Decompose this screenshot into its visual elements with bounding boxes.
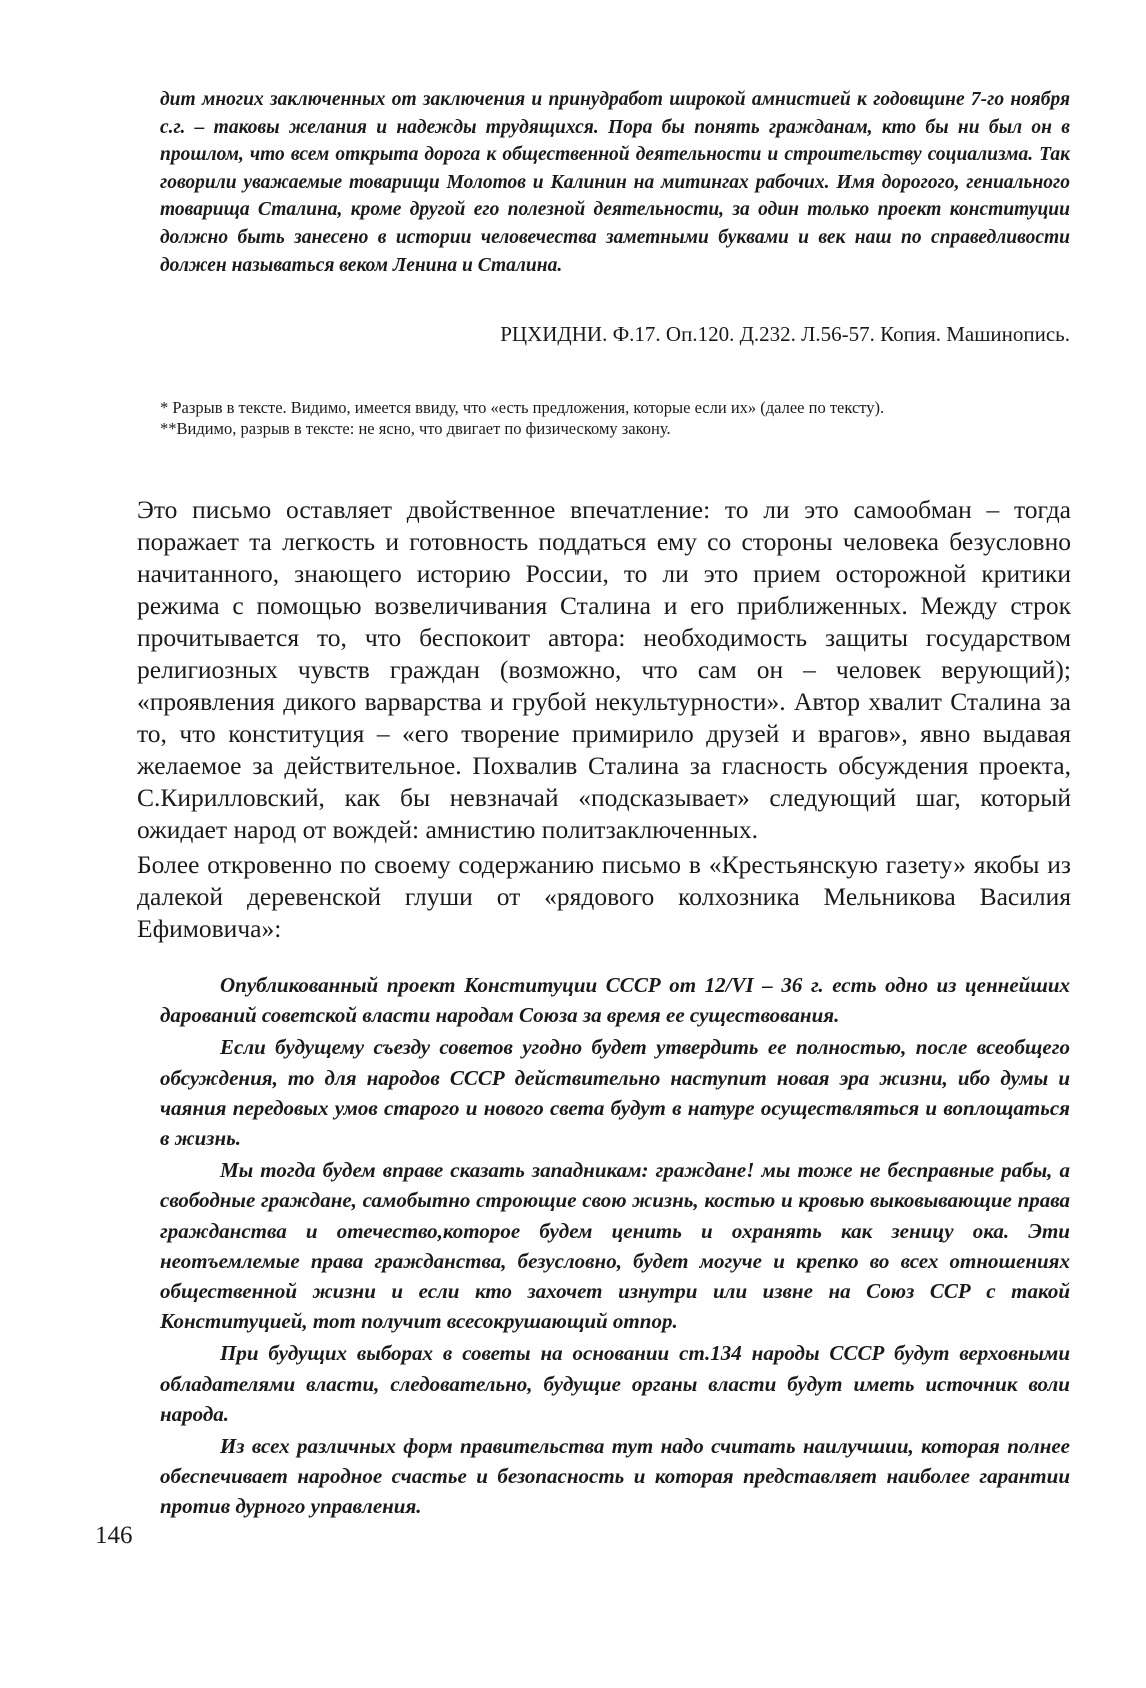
body-paragraph-1: Это письмо оставляет двойственное впечатление: то ли это самообман – тогда поражает та легкость и готовность поддаться ему со стороны человека безусловно начитанного, знающего историю России, то ли это прием осторожной критики режима с помощью возвеличивания Сталина и его приближенных. Между строк прочитывается то, что беспокоит автора: необходимость защиты государством религиозных чувств граждан (возможно, что сам он – человек верующий); «проявления дикого варварства и грубой некультурности». Автор хвалит Сталина за то, что конституция – «его творение примирило друзей и врагов», явно выдавая желаемое за действительное. Похвалив Сталина за гласность обсуждения проекта, С.Кирилловский, как бы невзначай «подсказывает» следующий шаг, который ожидает народ от вождей: амнистию политзаключенных. <box>137 495 1071 844</box>
quote-paragraph-2: Если будущему съезду советов угодно будет утвердить ее полностью, после всеобщего обсуждения, то для народов СССР действительно наступит новая эра жизни, ибо думы и чаяния передовых умов старого и нового света будут в натуре осуществляться и воплощаться в жизнь. <box>160 1035 1070 1151</box>
footnotes <box>160 398 1070 439</box>
footnote-1: * Разрыв в тексте. Видимо, имеется ввиду, что «есть предложения, которые если их» (далее по тексту). <box>160 398 885 417</box>
page-number: 146 <box>95 1522 133 1549</box>
quote-paragraph-1: Опубликованный проект Конституции СССР от 12/VI – 36 г. есть одно из ценнейших дарований советской власти народам Союза за время ее существования. <box>160 973 1070 1028</box>
quote-paragraph-5: Из всех различных форм правительства тут надо считать наилучшии, которая полнее обеспечивает народное счастье и безопасность и которая представляет наиболее гарантии против дурного управления. <box>160 1434 1070 1519</box>
quoted-letter-excerpt-top: дит многих заключенных от заключения и принудработ широкой амнистией к годовщине 7-го ноября с.г. – таковы желания и надежды трудящихся. Пора бы понять гражданам, кто бы ни был он в прошлом, что всем открыта дорога к общественной деятельности и строительству социализма. Так говорили уважаемые товарищи Молотов и Калинин на митингах рабочих. Имя дорогого, гениального товарища Сталина, кроме другой его полезной деятельности, за один только проект конституции должно быть занесено в истории человечества заметными буквами и век наш по справедливости должен называться веком Ленина и Сталина. <box>160 89 1070 276</box>
quote-paragraph-4: При будущих выборах в советы на основании ст.134 народы СССР будут верховными обладателями власти, следовательно, будущие органы власти будут иметь источник воли народа. <box>160 1341 1070 1426</box>
main-body-text <box>137 494 1071 945</box>
quoted-letter-excerpt-bottom <box>160 970 1070 1524</box>
archive-source-citation: РЦХИДНИ. Ф.17. Оп.120. Д.232. Л.56-57. Копия. Машинопись. <box>500 322 1070 346</box>
quote-paragraph-3: Мы тогда будем вправе сказать западникам: граждане! мы тоже не бесправные рабы, а свободные граждане, самобытно строющие свою жизнь, костью и кровью выковывающие права гражданства и отечество,которое будем ценить и охранять как зеницу ока. Эти неотъемлемые права гражданства, безусловно, будет могуче и крепко во всех отношениях общественной жизни и если кто захочет изнутри или извне на Союз ССР с такой Конституцией, тот получит всесокрушающий отпор. <box>160 1158 1070 1334</box>
body-paragraph-2: Более откровенно по своему содержанию письмо в «Крестьянскую газету» якобы из далекой деревенской глуши от «рядового колхозника Мельникова Василия Ефимовича»: <box>137 850 1071 943</box>
footnote-2: **Видимо, разрыв в тексте: не ясно, что двигает по физическому закону. <box>160 418 671 438</box>
